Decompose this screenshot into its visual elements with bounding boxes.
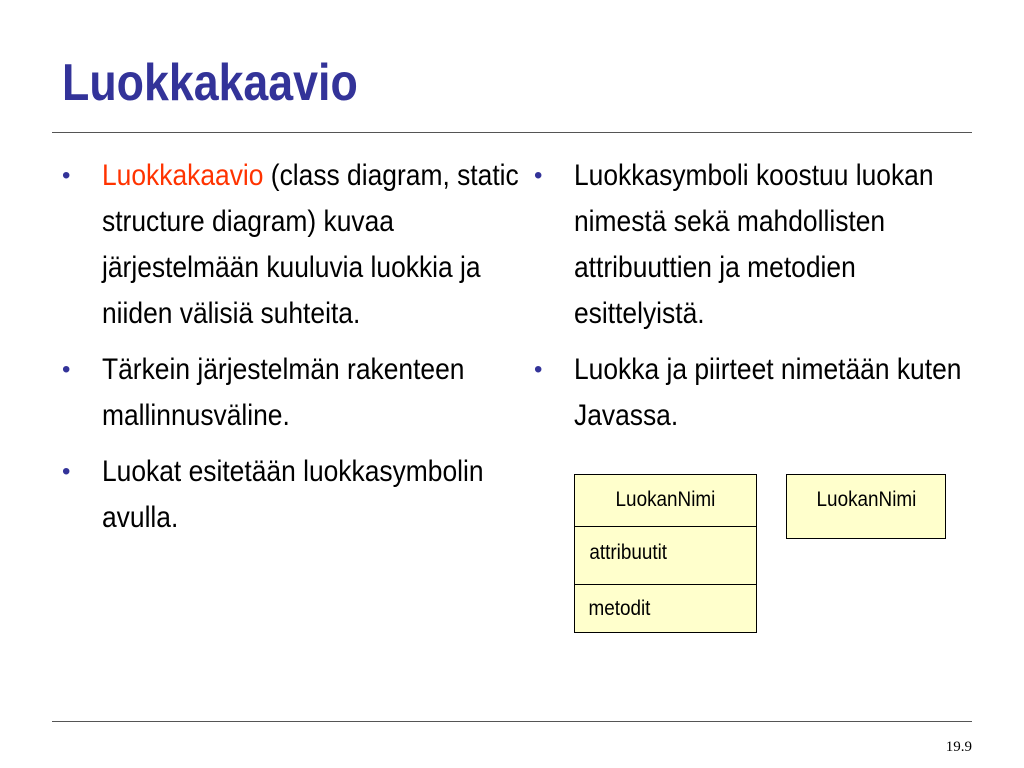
- list-item-text: (class diagram, static structure diagram) kuvaa järjestelmään kuuluvia luokkia ja niiden välisiä suhteita.: [102, 159, 519, 330]
- title-divider: [52, 132, 972, 133]
- uml-methods-compartment: metodit: [588, 597, 651, 620]
- page-number: 19.9: [945, 739, 972, 755]
- uml-attributes-compartment: attribuutit: [575, 527, 756, 585]
- list-item: [528, 153, 988, 337]
- bullet-icon: •: [534, 356, 543, 383]
- uml-class-name: LuokanNimi: [575, 475, 756, 527]
- footer-divider: [52, 721, 972, 722]
- bullet-icon: •: [534, 162, 543, 189]
- bullet-icon: •: [62, 458, 71, 485]
- right-bullet-list: [528, 153, 988, 439]
- list-item-text: Tärkein järjestelmän rakenteen mallinnusväline.: [102, 353, 465, 432]
- uml-class-name: LuokanNimi: [816, 488, 916, 511]
- list-item: [56, 347, 526, 439]
- highlighted-term: Luokkakaavio: [102, 159, 264, 192]
- list-item: [528, 347, 988, 439]
- bullet-icon: •: [62, 356, 71, 383]
- uml-class-symbol-full: [574, 474, 757, 633]
- list-item-text: Luokat esitetään luokkasymbolin avulla.: [102, 455, 484, 534]
- left-column: [56, 153, 526, 551]
- page-title: Luokkakaavio: [62, 54, 358, 112]
- list-item: [56, 449, 526, 541]
- left-bullet-list: [56, 153, 526, 541]
- right-column: [528, 153, 988, 449]
- list-item: [56, 153, 526, 337]
- list-item-text: Luokkasymboli koostuu luokan nimestä sekä mahdollisten attribuuttien ja metodien esittelyistä.: [574, 159, 934, 330]
- bullet-icon: •: [62, 162, 71, 189]
- uml-class-symbol-simple: [786, 474, 946, 539]
- list-item-text: Luokka ja piirteet nimetään kuten Javassa.: [574, 353, 962, 432]
